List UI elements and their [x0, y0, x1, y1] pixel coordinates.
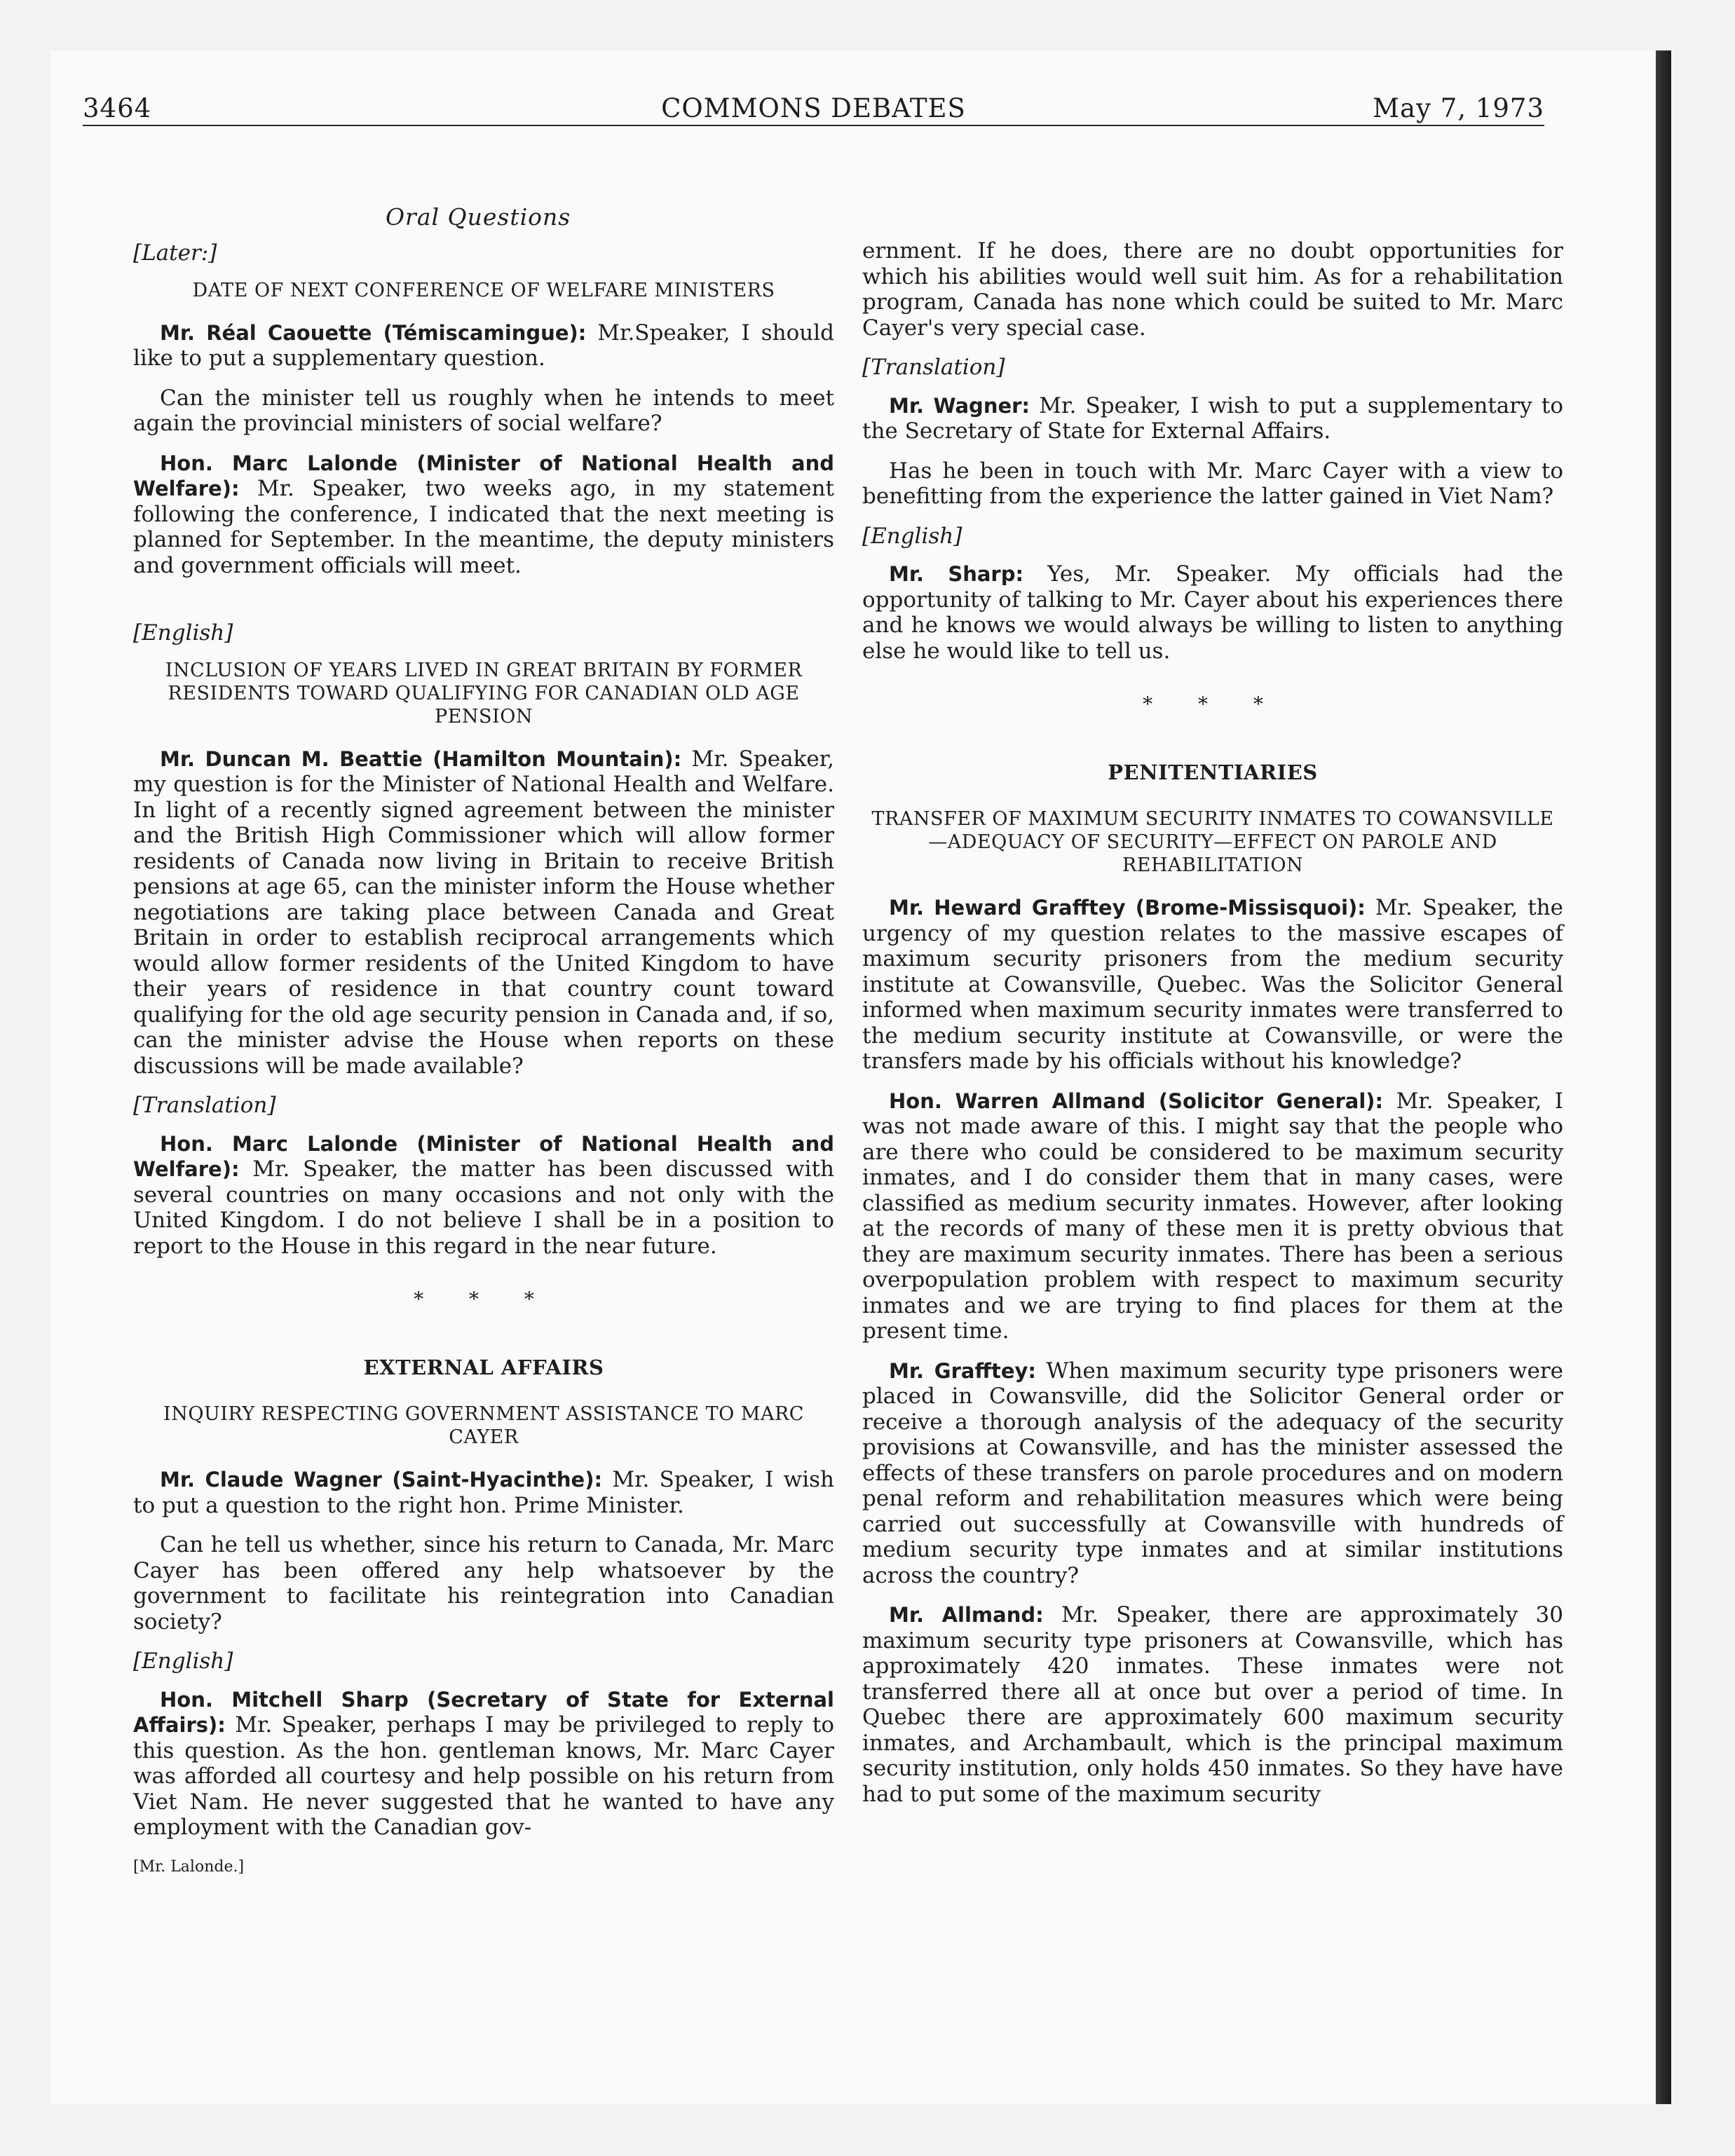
language-marker: [English] — [862, 523, 962, 549]
speaker-name: Mr. Heward Grafftey (Brome-Missisquoi): — [889, 896, 1366, 920]
page-number: 3464 — [83, 93, 152, 123]
speaker-name: Mr. Allmand: — [889, 1603, 1044, 1627]
paragraph: Mr. Duncan M. Beattie (Hamilton Mountain): Mr. Speaker, my question is for the Minister of National Health and Welfare. In light of a recently signed agreement between the minister and the British High Commissioner which will allow former residents of Canada now living in Britain to receive British pensions at age 65, can the minister inform the House whether negotiations are taking place between Canada and Great Britain in order to establish reciprocal arrangements which would allow former residents of the United Kingdom to have their years of residence in that country count toward qualifying for the old age security pension in Canada and, if so, can the minister advise the House when reports on these discussions will be made available? — [133, 746, 834, 1079]
paragraph: Mr. Grafftey: When maximum security type prisoners were placed in Cowansville, did the Solicitor General order or receive a thorough analysis of the adequacy of the security provisions at Cowansville, and has the minister assessed the effects of these transfers on parole procedures and on modern penal reform and rehabilitation measures which were being carried out successfully at Cowansville with hundreds of medium security type inmates and at similar institutions across the country? — [862, 1358, 1563, 1588]
later-marker: [Later:] — [133, 240, 217, 266]
left-column — [133, 200, 834, 1880]
paragraph: Hon. Marc Lalonde (Minister of National Health and Welfare): Mr. Speaker, two weeks ago, in my statement following the conference, I indicated that the next meeting is planned for September. In the meantime, the deputy ministers and government officials will meet. — [133, 451, 834, 578]
paragraph: Can the minister tell us roughly when he intends to meet again the provincial ministers of social welfare? — [133, 385, 834, 436]
section-separator: * * * — [414, 1288, 554, 1311]
language-marker: [English] — [133, 620, 233, 646]
publication-title: COMMONS DEBATES — [661, 93, 966, 123]
running-head: Oral Questions — [386, 203, 571, 231]
paragraph: Has he been in touch with Mr. Marc Cayer with a view to benefitting from the experience the latter gained in Viet Nam? — [862, 458, 1563, 509]
paragraph: Mr. Heward Grafftey (Brome-Missisquoi): Mr. Speaker, the urgency of my question relates to the massive escapes of maximum security prisoners from the medium security institute at Cowansville, Quebec. Was the Solicitor General informed when maximum security inmates were transferred to the medium security institute at Cowansville, or were the transfers made by his officials without his knowledge? — [862, 895, 1563, 1074]
subhead-marc-cayer: INQUIRY RESPECTING GOVERNMENT ASSISTANCE TO MARC CAYER — [163, 1403, 804, 1448]
speaker-name: Hon. Mitchell Sharp (Secretary of State for External Affairs): — [133, 1687, 834, 1737]
page-header — [83, 91, 1544, 126]
speaker-name: Mr. Grafftey: — [889, 1358, 1037, 1383]
subhead-old-age-pension: INCLUSION OF YEARS LIVED IN GREAT BRITAIN BY FORMER RESIDENTS TOWARD QUALIFYING FOR CANADIAN OLD AGE PENSION — [165, 659, 803, 728]
paragraph: Mr. Allmand: Mr. Speaker, there are approximately 30 maximum security type prisoners at Cowansville, which has approximately 420 inmates. These inmates were not transferred there all at once but over a period of time. In Quebec there are approximately 600 maximum security inmates, and Archambault, which is the principal maximum security institution, only holds 450 inmates. So they have have had to put some of the maximum security — [862, 1602, 1563, 1807]
paragraph: Mr. Réal Caouette (Témiscamingue): Mr.Speaker, I should like to put a supplementary question. — [133, 320, 834, 371]
speaker-name: Mr. Sharp: — [889, 562, 1024, 586]
paragraph: Hon. Marc Lalonde (Minister of National Health and Welfare): Mr. Speaker, the matter has been discussed with several countries on many occasions and not only with the United Kingdom. I do not believe I shall be in a position to report to the House in this regard in the near future. — [133, 1131, 834, 1259]
speaker-name: Hon. Marc Lalonde (Minister of National Health and Welfare): — [133, 1131, 834, 1181]
paragraph: Hon. Warren Allmand (Solicitor General): Mr. Speaker, I was not made aware of this. I might say that the people who are there who could be considered to be maximum security inmates, and I do consider them that in many cases, were classified as medium security inmates. However, after looking at the records of many of these men it is pretty obvious that they are maximum security inmates. There has been a serious overpopulation problem with respect to maximum security inmates and we are trying to find places for them at the present time. — [862, 1088, 1564, 1344]
paragraph: Can he tell us whether, since his return to Canada, Mr. Marc Cayer has been offered any help whatsoever by the government to facilitate his reintegration into Canadian society? — [133, 1532, 834, 1635]
section-title-penitentiaries: PENITENTIARIES — [1108, 760, 1318, 784]
subhead-cowansville: TRANSFER OF MAXIMUM SECURITY INMATES TO COWANSVILLE—ADEQUACY OF SECURITY—EFFECT ON PAROLE AND REHABILITATION — [871, 808, 1554, 876]
speaker-name: Mr. Duncan M. Beattie (Hamilton Mountain): — [160, 746, 682, 771]
speaker-name: Hon. Marc Lalonde (Minister of National Health and Welfare): — [133, 451, 834, 500]
paragraph: ernment. If he does, there are no doubt opportunities for which his abilities would well suit him. As for a rehabilitation program, Canada has none which could be suited to Mr. Marc Cayer's very special case. — [862, 238, 1563, 341]
subhead-welfare-conference: DATE OF NEXT CONFERENCE OF WELFARE MINISTERS — [192, 279, 775, 301]
section-title-external-affairs: EXTERNAL AFFAIRS — [363, 1355, 604, 1379]
paragraph: Mr. Claude Wagner (Saint-Hyacinthe): Mr. Speaker, I wish to put a question to the right hon. Prime Minister. — [133, 1467, 834, 1518]
publication-date: May 7, 1973 — [1373, 93, 1544, 123]
paragraph: Mr. Wagner: Mr. Speaker, I wish to put a supplementary to the Secretary of State for External Affairs. — [862, 393, 1563, 444]
speaker-name: Hon. Warren Allmand (Solicitor General): — [889, 1089, 1384, 1113]
paragraph: Hon. Mitchell Sharp (Secretary of State for External Affairs): Mr. Speaker, perhaps I may be privileged to reply to this question. As the hon. gentleman knows, Mr. Marc Cayer was afforded all courtesy and help possible on his return from Viet Nam. He never suggested that he wanted to have any employment with the Canadian gov- — [133, 1687, 834, 1840]
speaker-name: Mr. Réal Caouette (Témiscamingue): — [160, 320, 587, 345]
footnote: [Mr. Lalonde.] — [133, 1857, 245, 1876]
scan-edge — [1656, 50, 1671, 2104]
speaker-name: Mr. Wagner: — [889, 393, 1030, 418]
section-separator: * * * — [1143, 692, 1283, 716]
right-column — [862, 238, 1563, 1821]
paragraph: Mr. Sharp: Yes, Mr. Speaker. My officials had the opportunity of talking to Mr. Cayer about his experiences there and he knows we would always be willing to listen to anything else he would like to tell us. — [862, 561, 1563, 664]
language-marker: [English] — [133, 1649, 233, 1674]
language-marker: [Translation] — [862, 355, 1005, 380]
language-marker: [Translation] — [133, 1093, 276, 1118]
speaker-name: Mr. Claude Wagner (Saint-Hyacinthe): — [160, 1468, 603, 1492]
